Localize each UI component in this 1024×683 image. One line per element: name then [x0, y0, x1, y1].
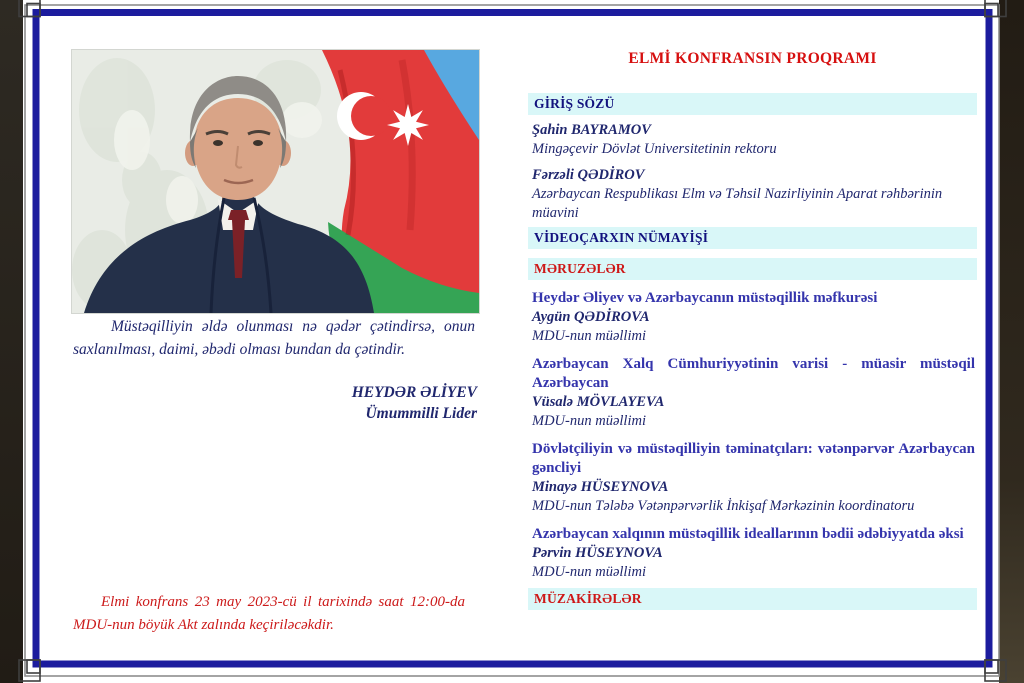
speaker-name: Fərzəli QƏDİROV [532, 167, 645, 183]
section-heading-muzakireler: MÜZAKİRƏLƏR [528, 588, 977, 610]
talk-speaker: Vüsalə MÖVLAYEVA [532, 394, 665, 410]
speaker-name: Şahin BAYRAMOV [532, 122, 651, 138]
talk-speaker: Pərvin HÜSEYNOVA [532, 545, 663, 561]
talk-title: Azərbaycan Xalq Cümhuriyyətinin varisi - müasir müstəqil Azərbaycan [532, 356, 975, 391]
talk-speaker-role: MDU-nun müəllimi [532, 328, 646, 344]
speaker-item [532, 121, 977, 159]
section-heading-giris-sozu: GİRİŞ SÖZÜ [528, 93, 977, 115]
program-column [528, 16, 977, 610]
speaker-role: Mingəçevir Dövlət Universitetinin rektoru [532, 141, 777, 157]
talk-speaker-role: MDU-nun müəllimi [532, 564, 646, 580]
talk-speaker: Minayə HÜSEYNOVA [532, 479, 669, 495]
quote-text: Müstəqilliyin əldə olunması nə qədər çətindirsə, onun saxlanılması, daimi, əbədi olması bundan da çətindir. [73, 318, 475, 358]
talk-item [532, 355, 977, 431]
talk-title: Dövlətçiliyin və müstəqilliyin təminatçıları: vətənpərvər Azərbaycan gəncliyi [532, 441, 975, 476]
talk-speaker-role: MDU-nun Tələbə Vətənpərvərlik İnkişaf Mərkəzinin koordinatoru [532, 498, 915, 514]
speaker-item [532, 166, 977, 223]
talk-item [532, 525, 977, 582]
quote-attribution [73, 382, 477, 424]
section-heading-meruzeler: MƏRUZƏLƏR [528, 258, 977, 280]
event-announcement: Elmi konfrans 23 may 2023-cü il tarixində saat 12:00-da MDU-nun böyük Akt zalında keçiriləcəkdir. [73, 594, 465, 633]
section-heading-videocarx: VİDEOÇARXIN NÜMAYİŞİ [528, 227, 977, 249]
talk-speaker: Aygün QƏDİROVA [532, 309, 650, 325]
page-title: ELMİ KONFRANSIN PROQRAMI [628, 50, 877, 67]
talk-title: Azərbaycan xalqının müstəqillik ideallarının bədii ədəbiyyatda əksi [532, 526, 964, 542]
heydar-aliyev-photo [71, 49, 480, 314]
speaker-role: Azərbaycan Respublikası Elm və Təhsil Nazirliyinin Aparat rəhbərinin müavini [532, 186, 943, 221]
scan-dark-edge-right [999, 0, 1024, 683]
talk-speaker-role: MDU-nun müəllimi [532, 413, 646, 429]
talk-item [532, 440, 977, 516]
talk-title: Heydər Əliyev və Azərbaycanın müstəqillik məfkurəsi [532, 290, 878, 306]
quote-author: HEYDƏR ƏLİYEV [351, 384, 477, 401]
talk-item [532, 289, 977, 346]
scan-dark-edge-left [0, 0, 23, 683]
quote-author-title: Ümummilli Lider [365, 405, 477, 422]
